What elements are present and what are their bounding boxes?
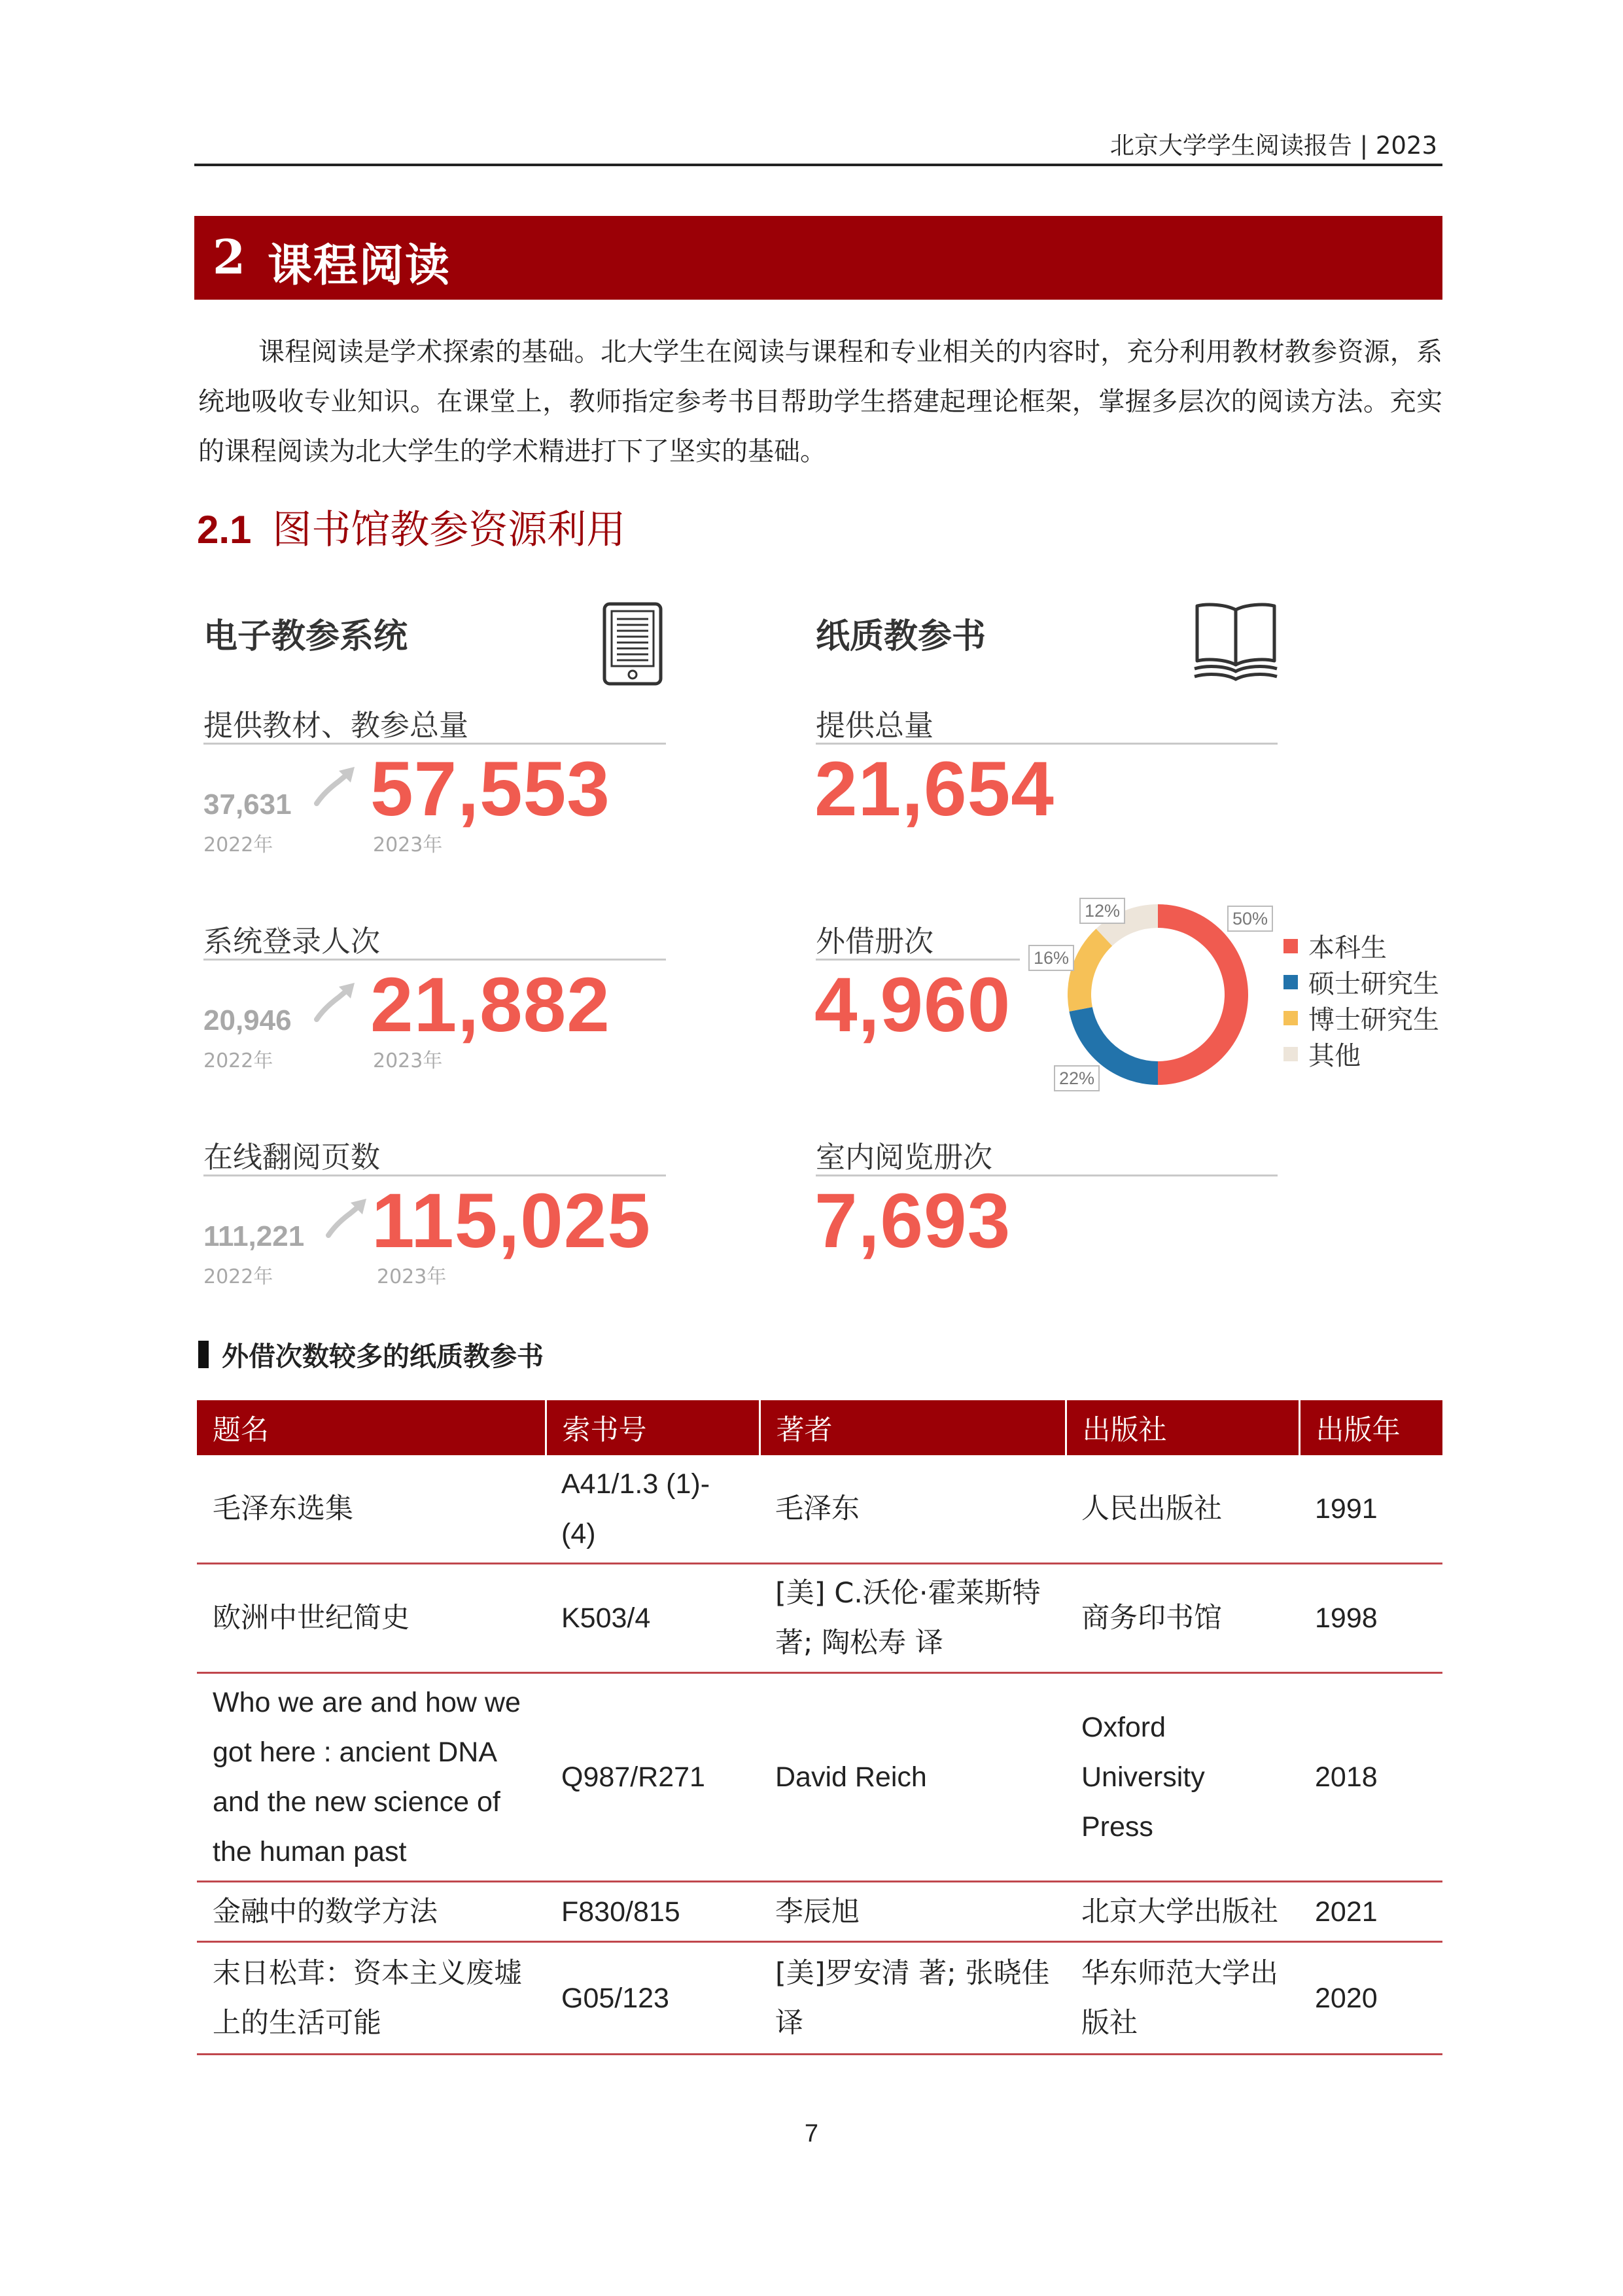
- cell-year: 1998: [1299, 1564, 1442, 1673]
- cell-author: David Reich: [759, 1673, 1066, 1882]
- cell-callno: A41/1.3 (1)-(4): [546, 1455, 759, 1564]
- cell-callno: Q987/R271: [546, 1673, 759, 1882]
- slice-label-phd: 16%: [1028, 945, 1074, 971]
- legend-label: 硕士研究生: [1308, 969, 1439, 999]
- column-header-publisher: 出版社: [1066, 1400, 1299, 1455]
- cell-author: [美] C.沃伦·霍莱斯特著; 陶松寿 译: [759, 1564, 1066, 1673]
- page-number: 7: [804, 2120, 819, 2147]
- running-header-text: 北京大学学生阅读报告 | 2023: [1109, 132, 1437, 160]
- slice-label-other: 12%: [1079, 898, 1125, 924]
- cell-title: 毛泽东选集: [197, 1455, 546, 1564]
- legend-item: [1283, 928, 1439, 964]
- cell-author: 李辰旭: [759, 1882, 1066, 1942]
- cell-publisher: 华东师范大学出版社: [1066, 1942, 1299, 2055]
- cell-title: 末日松茸：资本主义废墟上的生活可能: [197, 1942, 546, 2055]
- legend-item: [1283, 964, 1439, 1000]
- new-value: 115,025: [372, 1178, 652, 1264]
- section-title-text: 图书馆教参资源利用: [272, 507, 626, 553]
- legend-label: 其他: [1308, 1041, 1361, 1071]
- donut-legend: [1283, 928, 1439, 1072]
- old-year: 2022年: [203, 1265, 273, 1288]
- new-year: 2023年: [373, 834, 443, 857]
- new-value: 57,553: [370, 746, 610, 832]
- cell-author: 毛泽东: [759, 1455, 1066, 1564]
- table-row: [197, 1673, 1442, 1882]
- borrower-donut-chart: [1060, 896, 1256, 1093]
- legend-item: [1283, 1036, 1439, 1072]
- cell-callno: G05/123: [546, 1942, 759, 2055]
- slice-phd: [1068, 928, 1112, 1011]
- cell-year: 2020: [1299, 1942, 1442, 2055]
- paper-block-title: 纸质教参书: [816, 617, 986, 656]
- chapter-number: 2: [213, 229, 246, 285]
- cell-title: 金融中的数学方法: [197, 1882, 546, 1942]
- old-year: 2022年: [203, 834, 273, 857]
- legend-label: 博士研究生: [1308, 1005, 1439, 1035]
- increase-arrow-icon: [324, 1195, 370, 1241]
- heading-bar: [198, 1341, 209, 1368]
- paper-total-value: 21,654: [814, 746, 1055, 832]
- column-header-year: 出版年: [1299, 1400, 1442, 1455]
- table-heading-text: 外借次数较多的纸质教参书: [222, 1341, 544, 1372]
- table-row: [197, 1455, 1442, 1564]
- cell-year: 1991: [1299, 1455, 1442, 1564]
- cell-publisher: Oxford University Press: [1066, 1673, 1299, 1882]
- cell-publisher: 人民出版社: [1066, 1455, 1299, 1564]
- table-heading: [198, 1335, 544, 1373]
- cell-publisher: 商务印书馆: [1066, 1564, 1299, 1673]
- table-row: [197, 1564, 1442, 1673]
- cell-title: Who we are and how we got here : ancient DNA and the new science of the human past: [197, 1673, 546, 1882]
- slice-label-master: 22%: [1054, 1065, 1100, 1091]
- running-header: [194, 122, 1442, 166]
- cell-publisher: 北京大学出版社: [1066, 1882, 1299, 1942]
- cell-author: [美]罗安清 著; 张晓佳 译: [759, 1942, 1066, 2055]
- increase-arrow-icon: [313, 979, 358, 1025]
- legend-swatch: [1283, 1011, 1298, 1025]
- intro-paragraph: 课程阅读是学术探索的基础。北大学生在阅读与课程和专业相关的内容时，充分利用教材教参资源，系统地吸收专业知识。在课堂上，教师指定参考书目帮助学生搭建起理论框架，掌握多层次的阅读方法。充实的课程阅读为北大学生的学术精进打下了坚实的基础。: [198, 337, 1442, 467]
- new-value: 21,882: [370, 962, 610, 1048]
- cell-callno: K503/4: [546, 1564, 759, 1673]
- old-value: 37,631: [203, 788, 292, 821]
- loans-value: 4,960: [814, 962, 1011, 1048]
- new-year: 2023年: [377, 1265, 447, 1288]
- increase-arrow-icon: [313, 763, 358, 809]
- legend-swatch: [1283, 975, 1298, 989]
- books-table: [197, 1400, 1442, 2055]
- legend-swatch: [1283, 1047, 1298, 1061]
- legend-swatch: [1283, 939, 1298, 953]
- cell-year: 2018: [1299, 1673, 1442, 1882]
- metric-label-inroom: 室内阅览册次: [816, 1140, 993, 1174]
- old-value: 20,946: [203, 1004, 292, 1036]
- chapter-title: 课程阅读: [268, 239, 451, 292]
- column-header-title: 题名: [197, 1400, 546, 1455]
- open-book-icon: [1192, 601, 1280, 687]
- column-header-author: 著者: [759, 1400, 1066, 1455]
- metric-label-pages: 在线翻阅页数: [203, 1140, 381, 1174]
- table-row: [197, 1882, 1442, 1942]
- table-header-row: [197, 1400, 1442, 1455]
- old-value: 111,221: [203, 1220, 305, 1252]
- new-year: 2023年: [373, 1050, 443, 1072]
- section-number: 2.1: [197, 508, 252, 552]
- ereader-icon: [602, 602, 663, 686]
- table-row: [197, 1942, 1442, 2055]
- legend-label: 本科生: [1308, 933, 1387, 963]
- cell-year: 2021: [1299, 1882, 1442, 1942]
- slice-label-undergrad: 50%: [1227, 906, 1273, 932]
- metric-label-textbooks: 提供教材、教参总量: [203, 708, 469, 743]
- inroom-value: 7,693: [814, 1178, 1011, 1264]
- legend-item: [1283, 1000, 1439, 1036]
- cell-callno: F830/815: [546, 1882, 759, 1942]
- chapter-banner: [194, 216, 1442, 300]
- metric-label-logins: 系统登录人次: [203, 924, 381, 959]
- column-header-callno: 索书号: [546, 1400, 759, 1455]
- metric-label-paper-total: 提供总量: [816, 708, 934, 743]
- metric-label-loans: 外借册次: [816, 924, 934, 959]
- electronic-block-title: 电子教参系统: [203, 617, 408, 656]
- old-year: 2022年: [203, 1050, 273, 1072]
- cell-title: 欧洲中世纪简史: [197, 1564, 546, 1673]
- section-title: [197, 499, 625, 555]
